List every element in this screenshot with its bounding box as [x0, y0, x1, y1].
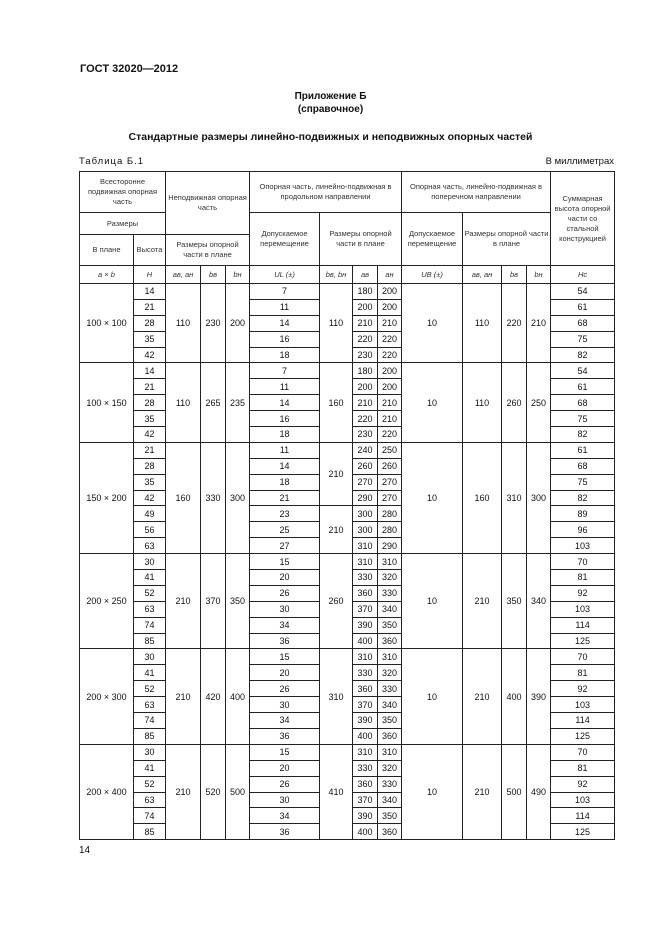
sym-ul: UL (±)	[250, 266, 320, 284]
sym-h: H	[134, 266, 166, 284]
long-b-cell: 160	[320, 363, 353, 442]
ul-cell: 11	[250, 442, 320, 458]
height-cell: 52	[134, 585, 166, 601]
sym-b-long: bв, bн	[320, 266, 353, 284]
ul-cell: 18	[250, 347, 320, 363]
plan-size-cell: 150 × 200	[80, 442, 134, 553]
plan-size-cell: 100 × 150	[80, 363, 134, 442]
total-height-cell: 81	[551, 570, 615, 586]
ul-cell: 26	[250, 681, 320, 697]
header-long: Опорная часть, линейно-подвижная в продольном направлении	[250, 172, 402, 213]
ul-cell: 34	[250, 617, 320, 633]
total-height-cell: 89	[551, 506, 615, 522]
trans-a-cell: 160	[463, 442, 502, 553]
ul-cell: 18	[250, 427, 320, 443]
height-cell: 41	[134, 570, 166, 586]
long-av-cell: 180	[353, 284, 378, 300]
long-an-cell: 310	[378, 554, 402, 570]
total-height-cell: 54	[551, 284, 615, 300]
ul-cell: 30	[250, 697, 320, 713]
height-cell: 30	[134, 554, 166, 570]
long-an-cell: 200	[378, 299, 402, 315]
table-body	[80, 284, 615, 840]
long-an-cell: 360	[378, 633, 402, 649]
trans-bv-cell: 400	[502, 649, 527, 744]
long-av-cell: 310	[353, 744, 378, 760]
height-cell: 63	[134, 792, 166, 808]
header-long-plan: Размеры опорной части в плане	[320, 213, 402, 266]
height-cell: 74	[134, 713, 166, 729]
ul-cell: 26	[250, 776, 320, 792]
height-cell: 14	[134, 284, 166, 300]
fixed-bn-cell: 235	[226, 363, 250, 442]
long-av-cell: 220	[353, 331, 378, 347]
trans-bn-cell: 490	[527, 744, 551, 839]
long-an-cell: 350	[378, 808, 402, 824]
long-an-cell: 320	[378, 665, 402, 681]
fixed-a-cell: 210	[166, 744, 201, 839]
height-cell: 63	[134, 601, 166, 617]
table-row	[80, 554, 615, 570]
long-av-cell: 330	[353, 665, 378, 681]
long-an-cell: 220	[378, 427, 402, 443]
total-height-cell: 68	[551, 458, 615, 474]
ub-cell: 10	[402, 284, 463, 363]
sym-av: aв	[353, 266, 378, 284]
long-an-cell: 210	[378, 411, 402, 427]
height-cell: 85	[134, 824, 166, 840]
header-fixed: Неподвижная опорная часть	[166, 172, 250, 235]
long-an-cell: 200	[378, 363, 402, 379]
long-av-cell: 180	[353, 363, 378, 379]
total-height-cell: 70	[551, 554, 615, 570]
long-an-cell: 200	[378, 284, 402, 300]
long-av-cell: 400	[353, 633, 378, 649]
total-height-cell: 92	[551, 681, 615, 697]
trans-bn-cell: 250	[527, 363, 551, 442]
header-fixed-plan: Размеры опорной части в плане	[166, 235, 250, 266]
height-cell: 52	[134, 681, 166, 697]
height-cell: 74	[134, 617, 166, 633]
height-cell: 52	[134, 776, 166, 792]
long-an-cell: 250	[378, 442, 402, 458]
height-cell: 42	[134, 490, 166, 506]
long-av-cell: 300	[353, 522, 378, 538]
fixed-a-cell: 110	[166, 363, 201, 442]
total-height-cell: 96	[551, 522, 615, 538]
total-height-cell: 92	[551, 585, 615, 601]
fixed-bv-cell: 420	[201, 649, 226, 744]
total-height-cell: 61	[551, 379, 615, 395]
trans-a-cell: 110	[463, 363, 502, 442]
ul-cell: 25	[250, 522, 320, 538]
trans-a-cell: 210	[463, 744, 502, 839]
height-cell: 14	[134, 363, 166, 379]
fixed-bv-cell: 330	[201, 442, 226, 553]
main-title: Стандартные размеры линейно-подвижных и неподвижных опорных частей	[128, 131, 533, 143]
long-av-cell: 400	[353, 824, 378, 840]
ul-cell: 34	[250, 808, 320, 824]
long-b-cell: 260	[320, 554, 353, 649]
long-av-cell: 300	[353, 506, 378, 522]
total-height-cell: 68	[551, 315, 615, 331]
ul-cell: 34	[250, 713, 320, 729]
trans-bn-cell: 300	[527, 442, 551, 553]
ul-cell: 27	[250, 538, 320, 554]
header-allround: Всесторонне подвижная опорная часть	[80, 172, 166, 213]
total-height-cell: 82	[551, 347, 615, 363]
long-an-cell: 340	[378, 792, 402, 808]
long-an-cell: 340	[378, 601, 402, 617]
table-label: Таблица Б.1	[79, 156, 145, 167]
ul-cell: 11	[250, 299, 320, 315]
ub-cell: 10	[402, 649, 463, 744]
height-cell: 85	[134, 633, 166, 649]
ul-cell: 36	[250, 633, 320, 649]
sym-bn: bн	[226, 266, 250, 284]
fixed-bv-cell: 520	[201, 744, 226, 839]
height-cell: 42	[134, 347, 166, 363]
height-cell: 21	[134, 442, 166, 458]
trans-bv-cell: 500	[502, 744, 527, 839]
fixed-a-cell: 160	[166, 442, 201, 553]
total-height-cell: 92	[551, 776, 615, 792]
sym-a: aв, aн	[166, 266, 201, 284]
total-height-cell: 54	[551, 363, 615, 379]
table-row	[80, 744, 615, 760]
ul-cell: 15	[250, 744, 320, 760]
header-total: Суммарная высота опорной части со стальной конструкцией	[551, 172, 615, 266]
fixed-bn-cell: 200	[226, 284, 250, 363]
long-av-cell: 260	[353, 458, 378, 474]
ul-cell: 30	[250, 792, 320, 808]
total-height-cell: 103	[551, 697, 615, 713]
long-an-cell: 310	[378, 649, 402, 665]
trans-a-cell: 110	[463, 284, 502, 363]
ul-cell: 23	[250, 506, 320, 522]
units-label: В миллиметрах	[545, 156, 614, 167]
total-height-cell: 82	[551, 490, 615, 506]
long-b-cell: 110	[320, 284, 353, 363]
long-an-cell: 220	[378, 347, 402, 363]
appendix-title	[0, 90, 661, 116]
trans-bv-cell: 350	[502, 554, 527, 649]
ul-cell: 15	[250, 554, 320, 570]
table-row	[80, 649, 615, 665]
long-av-cell: 360	[353, 585, 378, 601]
total-height-cell: 75	[551, 331, 615, 347]
height-cell: 35	[134, 474, 166, 490]
total-height-cell: 114	[551, 808, 615, 824]
long-an-cell: 210	[378, 395, 402, 411]
fixed-a-cell: 210	[166, 554, 201, 649]
height-cell: 41	[134, 665, 166, 681]
ul-cell: 16	[250, 411, 320, 427]
long-an-cell: 210	[378, 315, 402, 331]
height-cell: 28	[134, 315, 166, 331]
height-cell: 74	[134, 808, 166, 824]
sym-bn-trans: bн	[527, 266, 551, 284]
long-an-cell: 330	[378, 585, 402, 601]
sym-bv-trans: bв	[502, 266, 527, 284]
long-an-cell: 270	[378, 490, 402, 506]
page-number: 14	[79, 845, 91, 856]
ul-cell: 26	[250, 585, 320, 601]
ul-cell: 11	[250, 379, 320, 395]
height-cell: 49	[134, 506, 166, 522]
total-height-cell: 61	[551, 299, 615, 315]
long-an-cell: 280	[378, 506, 402, 522]
long-av-cell: 390	[353, 808, 378, 824]
sym-ub: UB (±)	[402, 266, 463, 284]
long-av-cell: 330	[353, 760, 378, 776]
long-av-cell: 230	[353, 427, 378, 443]
ul-cell: 36	[250, 824, 320, 840]
height-cell: 56	[134, 522, 166, 538]
trans-bv-cell: 260	[502, 363, 527, 442]
ul-cell: 7	[250, 284, 320, 300]
long-av-cell: 370	[353, 697, 378, 713]
header-sizes: Размеры	[80, 213, 166, 235]
long-av-cell: 360	[353, 681, 378, 697]
total-height-cell: 103	[551, 792, 615, 808]
fixed-a-cell: 110	[166, 284, 201, 363]
long-av-cell: 310	[353, 554, 378, 570]
trans-bn-cell: 390	[527, 649, 551, 744]
long-av-cell: 310	[353, 538, 378, 554]
long-av-cell: 200	[353, 379, 378, 395]
long-an-cell: 340	[378, 697, 402, 713]
height-cell: 85	[134, 728, 166, 744]
ub-cell: 10	[402, 554, 463, 649]
long-av-cell: 400	[353, 728, 378, 744]
total-height-cell: 70	[551, 744, 615, 760]
ub-cell: 10	[402, 744, 463, 839]
sym-hc: Hc	[551, 266, 615, 284]
ul-cell: 30	[250, 601, 320, 617]
long-av-cell: 270	[353, 474, 378, 490]
table-row	[80, 284, 615, 300]
height-cell: 30	[134, 649, 166, 665]
long-av-cell: 310	[353, 649, 378, 665]
height-cell: 28	[134, 458, 166, 474]
fixed-bn-cell: 300	[226, 442, 250, 553]
long-b-cell: 410	[320, 744, 353, 839]
sym-axb: a × b	[80, 266, 134, 284]
total-height-cell: 103	[551, 538, 615, 554]
ul-cell: 14	[250, 458, 320, 474]
long-av-cell: 230	[353, 347, 378, 363]
long-an-cell: 200	[378, 379, 402, 395]
header-trans-allowed: Допускаемое перемещение	[402, 213, 463, 266]
header-long-allowed: Допускаемое перемещение	[250, 213, 320, 266]
height-cell: 35	[134, 411, 166, 427]
trans-a-cell: 210	[463, 554, 502, 649]
long-av-cell: 220	[353, 411, 378, 427]
long-av-cell: 390	[353, 713, 378, 729]
header-trans: Опорная часть, линейно-подвижная в поперечном направлении	[402, 172, 551, 213]
ub-cell: 10	[402, 363, 463, 442]
height-cell: 63	[134, 697, 166, 713]
total-height-cell: 81	[551, 760, 615, 776]
document-header: ГОСТ 32020—2012	[80, 63, 179, 75]
trans-bv-cell: 310	[502, 442, 527, 553]
plan-size-cell: 200 × 400	[80, 744, 134, 839]
long-av-cell: 370	[353, 601, 378, 617]
trans-bn-cell: 340	[527, 554, 551, 649]
total-height-cell: 61	[551, 442, 615, 458]
total-height-cell: 70	[551, 649, 615, 665]
height-cell: 30	[134, 744, 166, 760]
ul-cell: 20	[250, 570, 320, 586]
fixed-bn-cell: 400	[226, 649, 250, 744]
ul-cell: 7	[250, 363, 320, 379]
ub-cell: 10	[402, 442, 463, 553]
long-av-cell: 330	[353, 570, 378, 586]
long-an-cell: 330	[378, 681, 402, 697]
long-an-cell: 310	[378, 744, 402, 760]
long-an-cell: 320	[378, 760, 402, 776]
long-an-cell: 280	[378, 522, 402, 538]
total-height-cell: 75	[551, 411, 615, 427]
height-cell: 42	[134, 427, 166, 443]
height-cell: 21	[134, 379, 166, 395]
table-row	[80, 442, 615, 458]
long-av-cell: 390	[353, 617, 378, 633]
ul-cell: 21	[250, 490, 320, 506]
header-trans-plan: Размеры опорной части в плане	[463, 213, 551, 266]
appendix-subtitle: (справочное)	[297, 104, 364, 115]
plan-size-cell: 100 × 100	[80, 284, 134, 363]
sym-an: aн	[378, 266, 402, 284]
header-plan: В плане	[80, 235, 134, 266]
height-cell: 28	[134, 395, 166, 411]
long-an-cell: 350	[378, 713, 402, 729]
height-cell: 21	[134, 299, 166, 315]
long-av-cell: 240	[353, 442, 378, 458]
ul-cell: 15	[250, 649, 320, 665]
long-av-cell: 370	[353, 792, 378, 808]
trans-a-cell: 210	[463, 649, 502, 744]
total-height-cell: 125	[551, 728, 615, 744]
ul-cell: 18	[250, 474, 320, 490]
long-an-cell: 350	[378, 617, 402, 633]
sym-bv: bв	[201, 266, 226, 284]
long-an-cell: 270	[378, 474, 402, 490]
ul-cell: 36	[250, 728, 320, 744]
long-av-cell: 290	[353, 490, 378, 506]
fixed-bv-cell: 265	[201, 363, 226, 442]
ul-cell: 16	[250, 331, 320, 347]
fixed-a-cell: 210	[166, 649, 201, 744]
fixed-bv-cell: 370	[201, 554, 226, 649]
long-an-cell: 360	[378, 824, 402, 840]
height-cell: 63	[134, 538, 166, 554]
long-an-cell: 330	[378, 776, 402, 792]
long-an-cell: 320	[378, 570, 402, 586]
total-height-cell: 81	[551, 665, 615, 681]
fixed-bv-cell: 230	[201, 284, 226, 363]
long-b-cell: 310	[320, 649, 353, 744]
long-an-cell: 360	[378, 728, 402, 744]
total-height-cell: 75	[551, 474, 615, 490]
ul-cell: 20	[250, 760, 320, 776]
ul-cell: 20	[250, 665, 320, 681]
long-an-cell: 260	[378, 458, 402, 474]
long-av-cell: 200	[353, 299, 378, 315]
ul-cell: 14	[250, 315, 320, 331]
appendix-title-line: Приложение Б	[294, 91, 367, 102]
plan-size-cell: 200 × 250	[80, 554, 134, 649]
trans-bv-cell: 220	[502, 284, 527, 363]
total-height-cell: 82	[551, 427, 615, 443]
long-av-cell: 210	[353, 315, 378, 331]
total-height-cell: 114	[551, 617, 615, 633]
total-height-cell: 68	[551, 395, 615, 411]
fixed-bn-cell: 500	[226, 744, 250, 839]
trans-bn-cell: 210	[527, 284, 551, 363]
long-av-cell: 210	[353, 395, 378, 411]
dimensions-table	[79, 171, 615, 840]
total-height-cell: 103	[551, 601, 615, 617]
sym-a-trans: aв, aн	[463, 266, 502, 284]
total-height-cell: 125	[551, 824, 615, 840]
height-cell: 35	[134, 331, 166, 347]
table-row	[80, 363, 615, 379]
long-an-cell: 220	[378, 331, 402, 347]
long-an-cell: 290	[378, 538, 402, 554]
ul-cell: 14	[250, 395, 320, 411]
height-cell: 41	[134, 760, 166, 776]
total-height-cell: 114	[551, 713, 615, 729]
total-height-cell: 125	[551, 633, 615, 649]
header-height: Высота	[134, 235, 166, 266]
plan-size-cell: 200 × 300	[80, 649, 134, 744]
long-b-cell: 210	[320, 442, 353, 506]
long-av-cell: 360	[353, 776, 378, 792]
long-b-cell: 210	[320, 506, 353, 554]
fixed-bn-cell: 350	[226, 554, 250, 649]
